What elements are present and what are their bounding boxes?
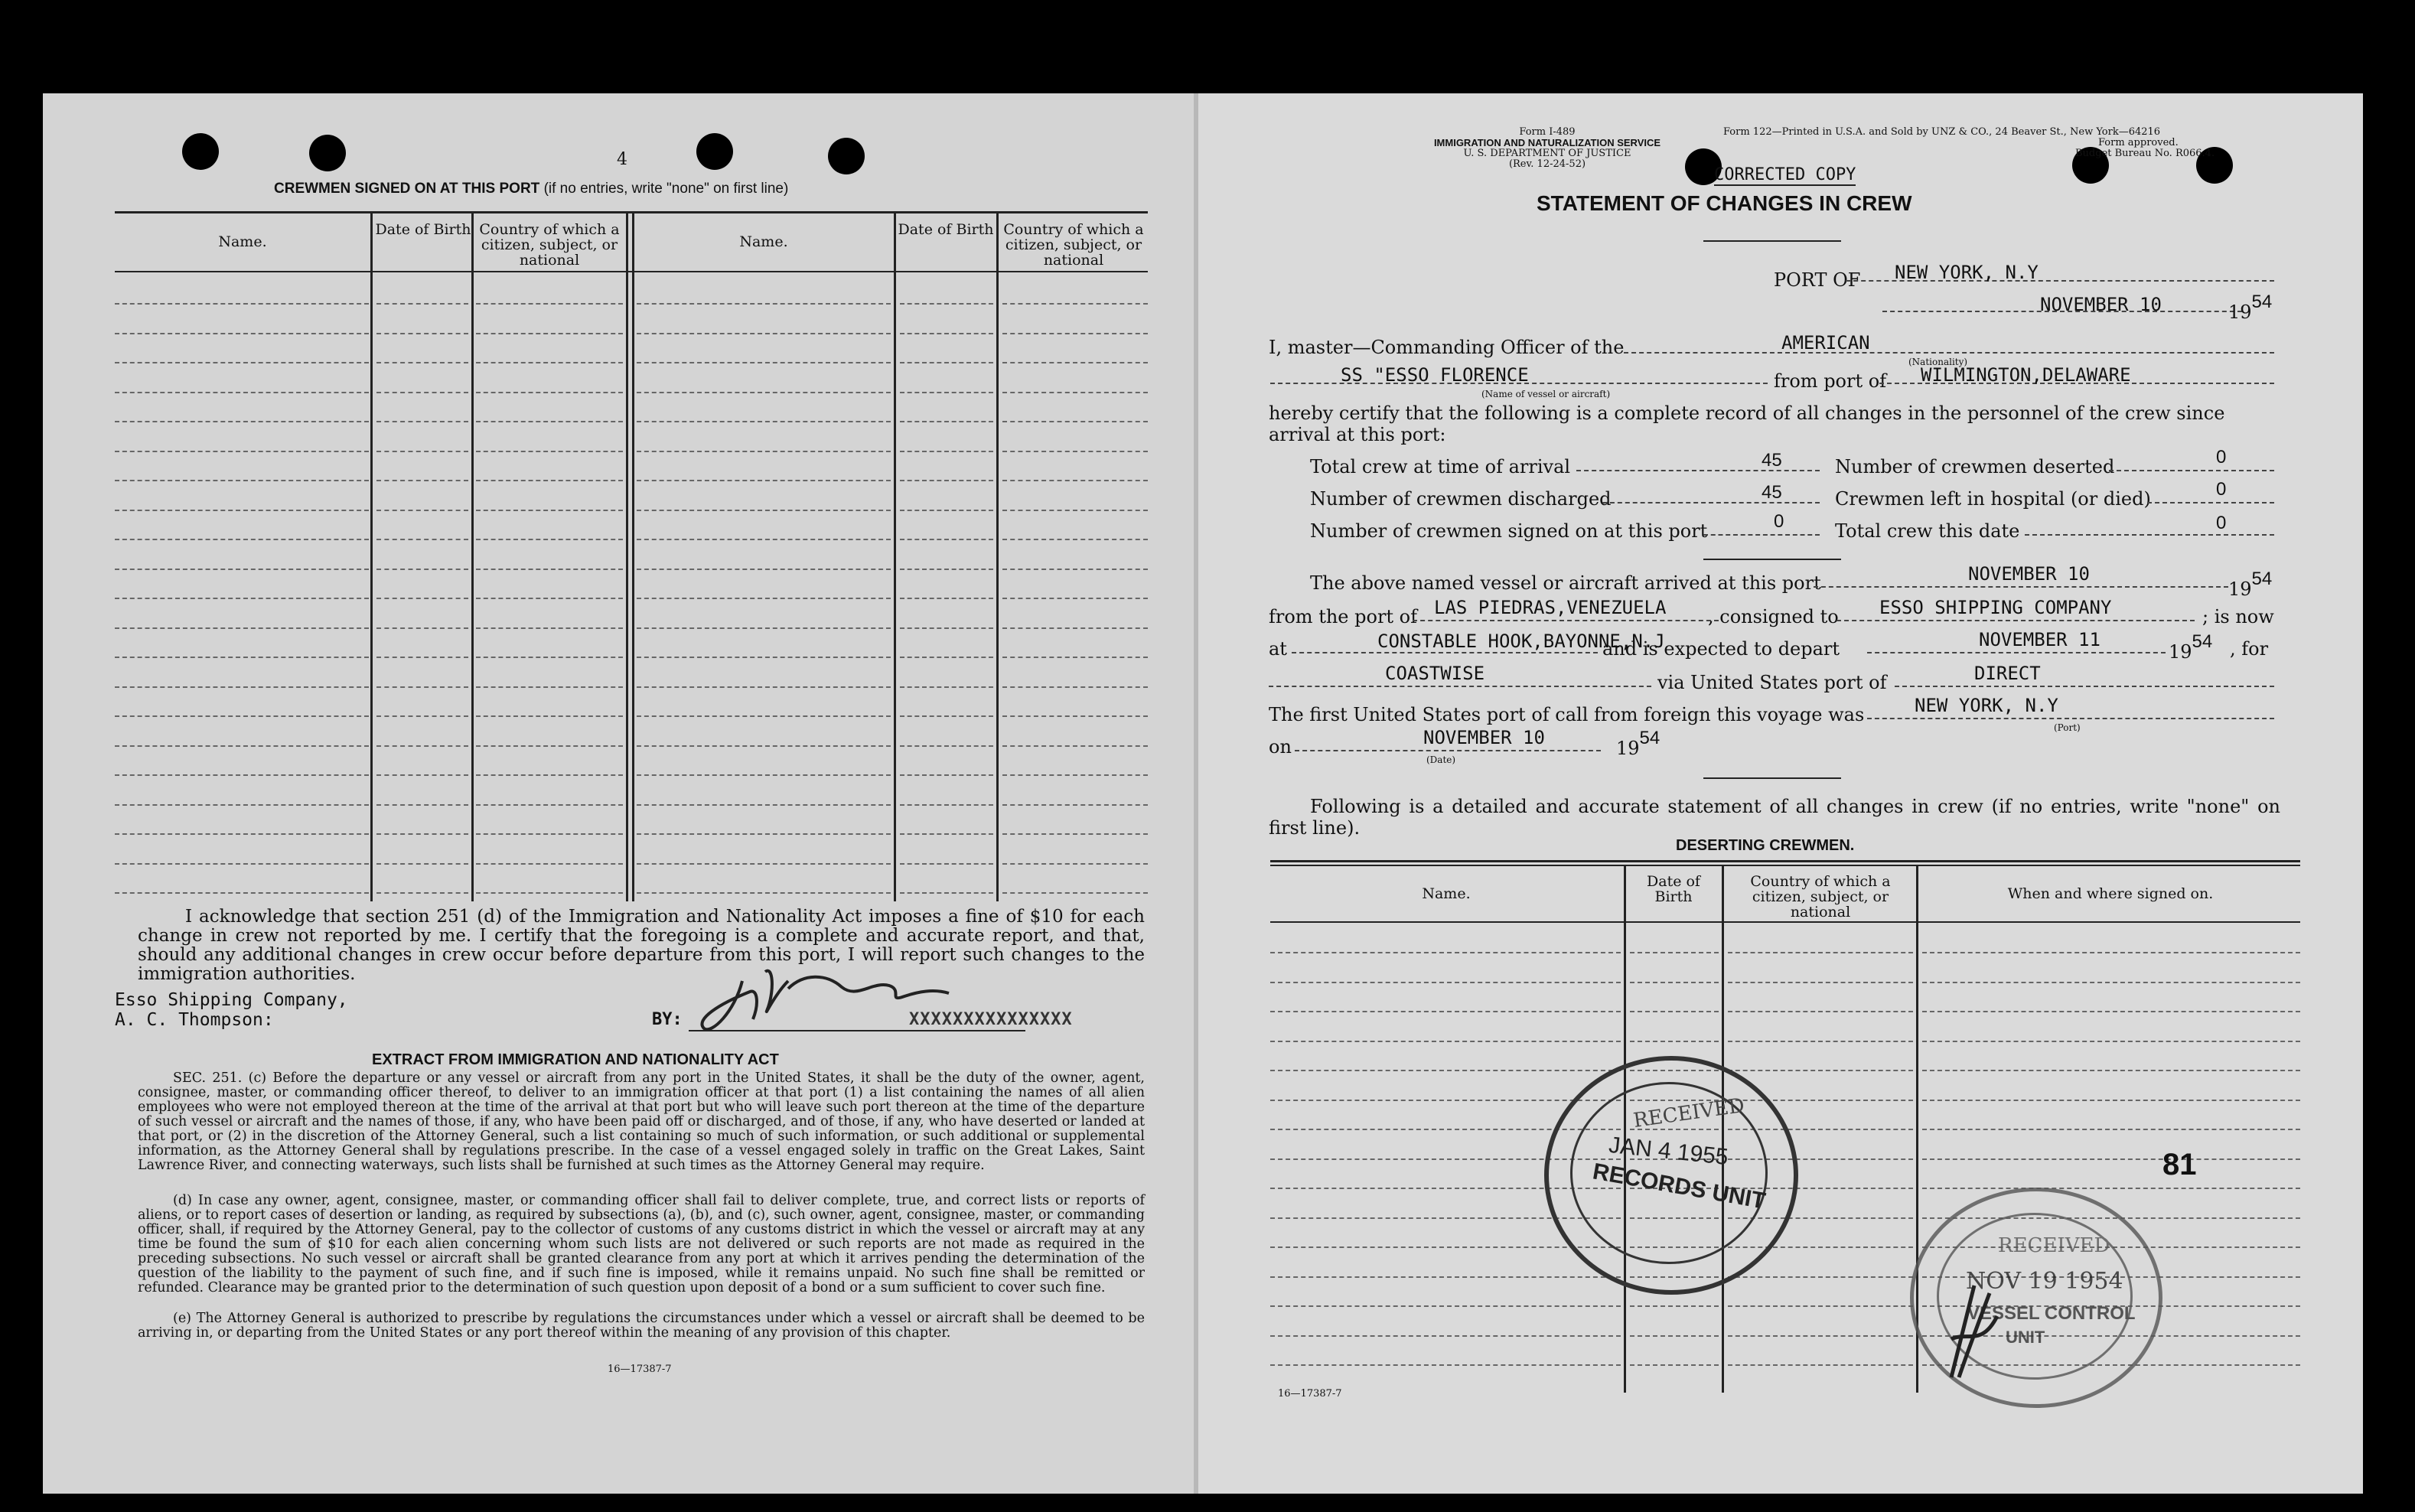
table-rule xyxy=(1270,860,2300,862)
blank-row-line xyxy=(376,863,468,865)
fill-line xyxy=(2025,534,2274,536)
blank-row-line xyxy=(376,510,468,511)
blank-row-line xyxy=(1728,1041,1913,1042)
section-251-d: (d) In case any owner, agent, consignee, master, or commanding officer shall fail to deliver complete, true, and correct lists or reports of aliens, or to report cases of desertion or landing, as required by subsections (a), (b), and (c), such owner, agent, consignee, master, or commanding officer, shall, if required by the Attorney General, pay to the collector of customs of any customs district in which the vessel or aircraft may at any time be found the sum of $10 for each alien concerning whom such lists are not delivered or such reports are not made as required in the preceding subsections. No such vessel or aircraft shall be granted clearance from any port at which it arrives pending the determination of the question of the liability to the payment of such fine, and if such fine is imposed, while it remains unpaid. No such fine shall be remitted or refunded. Clearance may be granted prior to the determination of such question upon deposit of a bond or a sum sufficient to cover such fine. xyxy=(138,1193,1145,1295)
records-unit-stamp: RECEIVED JAN 4 1955 RECORDS UNIT xyxy=(1544,1056,1798,1295)
discharged-value: 45 xyxy=(1762,482,1782,503)
blank-row-line xyxy=(1728,952,1913,953)
blank-row-line xyxy=(115,333,369,334)
blank-row-line xyxy=(115,833,369,835)
blank-row-line xyxy=(1922,1070,2300,1071)
printer-note: Form 122—Printed in U.S.A. and Sold by UNZ & CO., 24 Beaver St., New York—64216 Form approved. Budget Bureau No. R066.4. xyxy=(1723,126,2215,159)
blank-row-line xyxy=(1270,1364,1621,1366)
blank-row-line xyxy=(1002,804,1148,806)
struck-text: XXXXXXXXXXXXXXX xyxy=(909,1010,1073,1029)
blank-row-line xyxy=(115,480,369,481)
blank-row-line xyxy=(1270,982,1621,983)
punch-hole xyxy=(828,138,865,174)
corrected-copy: CORRECTED COPY xyxy=(1714,165,1856,184)
date-caption: (Date) xyxy=(1426,754,1456,765)
blank-row-line xyxy=(476,303,623,305)
blank-row-line xyxy=(1270,1041,1621,1042)
fill-line xyxy=(1295,750,1601,751)
blank-row-line xyxy=(1002,892,1148,894)
blank-row-line xyxy=(900,686,993,688)
blank-row-line xyxy=(376,392,468,393)
deserted-value: 0 xyxy=(2216,447,2227,468)
blank-row-line xyxy=(1922,1129,2300,1130)
blank-row-line xyxy=(1630,1041,1719,1042)
section-251-e: (e) The Attorney General is authorized to prescribe by regulations the circumstances under which a vessel or aircraft shall be deemed to be arriving in, or departing from the United States or any port thereof within the meaning of any provision of this chapter. xyxy=(138,1311,1145,1341)
blank-row-line xyxy=(376,421,468,422)
table-rule xyxy=(1270,921,2300,923)
blank-row-line xyxy=(900,804,993,806)
blank-row-line xyxy=(476,863,623,865)
deserting-title: DESERTING CREWMEN. xyxy=(1676,837,1855,854)
blank-row-line xyxy=(1270,1276,1621,1278)
blank-row-line xyxy=(1270,1100,1621,1101)
blank-row-line xyxy=(476,804,623,806)
blank-row-line xyxy=(476,362,623,363)
extract-title: EXTRACT FROM IMMIGRATION AND NATIONALITY ACT xyxy=(372,1051,779,1068)
blank-row-line xyxy=(1922,952,2300,953)
blank-row-line xyxy=(900,392,993,393)
blank-row-line xyxy=(637,303,891,305)
blank-row-line xyxy=(637,745,891,747)
nationality-value: AMERICAN xyxy=(1781,332,1870,354)
fill-line xyxy=(2147,502,2274,503)
consigned-label: , consigned to xyxy=(1708,606,1839,627)
blank-row-line xyxy=(637,715,891,717)
blank-row-line xyxy=(1922,1041,2300,1042)
agent-company: Esso Shipping Company, xyxy=(115,990,348,1010)
blank-row-line xyxy=(115,715,369,717)
blank-row-line xyxy=(900,657,993,658)
blank-row-line xyxy=(476,510,623,511)
blank-row-line xyxy=(1728,1335,1913,1337)
blank-row-line xyxy=(1002,745,1148,747)
hospital-value: 0 xyxy=(2216,479,2227,500)
signed-on-value: 0 xyxy=(1774,511,1784,532)
col-divider xyxy=(471,213,474,901)
form-code: 16—17387-7 xyxy=(608,1364,672,1375)
blank-row-line xyxy=(1922,1011,2300,1012)
blank-row-line xyxy=(1002,392,1148,393)
blank-row-line xyxy=(115,510,369,511)
blank-row-line xyxy=(637,686,891,688)
blank-row-line xyxy=(115,892,369,894)
blank-row-line xyxy=(376,627,468,629)
fill-line xyxy=(1867,718,2274,719)
blank-row-line xyxy=(376,333,468,334)
fill-line xyxy=(1292,652,1598,653)
blank-row-line xyxy=(900,598,993,599)
blank-row-line xyxy=(476,833,623,835)
blank-row-line xyxy=(1728,982,1913,983)
blank-row-line xyxy=(115,804,369,806)
blank-row-line xyxy=(376,451,468,452)
blank-row-line xyxy=(376,362,468,363)
blank-row-line xyxy=(900,833,993,835)
blank-row-line xyxy=(1270,1246,1621,1248)
blank-row-line xyxy=(476,745,623,747)
blank-row-line xyxy=(637,539,891,540)
blank-row-line xyxy=(1728,1364,1913,1366)
first-port-label: The first United States port of call from foreign this voyage was xyxy=(1269,704,1865,725)
punch-hole xyxy=(696,133,733,170)
via-label: via United States port of xyxy=(1657,672,1887,693)
blank-row-line xyxy=(1630,982,1719,983)
vessel-control-stamp: RECEIVED NOV 19 1954 VESSEL CONTROL UNIT xyxy=(1910,1188,2162,1408)
fill-line xyxy=(1867,652,2166,653)
punch-hole xyxy=(309,135,346,171)
blank-row-line xyxy=(900,333,993,334)
from-foreign-label: from the port of xyxy=(1269,606,1418,627)
blank-row-line xyxy=(637,863,891,865)
nationality-caption: (Nationality) xyxy=(1908,357,1968,367)
by-label: BY: xyxy=(652,1010,683,1029)
blank-row-line xyxy=(1630,1305,1719,1307)
blank-row-line xyxy=(115,392,369,393)
blank-row-line xyxy=(1002,421,1148,422)
for-label: , for xyxy=(2230,638,2269,660)
port-value: NEW YORK, N.Y xyxy=(1895,262,2039,283)
vessel-name: SS "ESSO FLORENCE xyxy=(1341,364,1529,386)
section-251-c: SEC. 251. (c) Before the departure or any vessel or aircraft from any port in the United States, it shall be the duty of the owner, agent, consignee, master, or commanding officer thereof, to deliver to an immigration officer at that port (1) a list containing the names of all alien employees who were not employed thereon at the time of the arrival at that port but who will leave such port thereon at the time of the departure of such vessel or aircraft and the names of those, if any, who have been paid off or discharged, and of those, if any, who have deserted or landed at that port, or (2) in the discretion of the Attorney General, such a list containing so much of such information, or such additional or supplemental information, as the Attorney General shall by regulations prescribe. In the case of a vessel engaged solely in traffic on the Great Lakes, Saint Lawrence River, and connecting waterways, such lists shall be furnished at such times as the Attorney General may require. xyxy=(138,1070,1145,1173)
blank-row-line xyxy=(376,480,468,481)
col-divider xyxy=(894,213,896,901)
col-header-country: Country of which a citizen, subject, or national xyxy=(1003,221,1144,269)
blank-row-line xyxy=(1922,982,2300,983)
on-label: on xyxy=(1269,736,1292,758)
from-foreign-port: LAS PIEDRAS,VENEZUELA xyxy=(1434,597,1667,618)
discharged-label: Number of crewmen discharged xyxy=(1310,488,1612,510)
blank-row-line xyxy=(1002,510,1148,511)
blank-row-line xyxy=(1002,303,1148,305)
master-label: I, master—Commanding Officer of the xyxy=(1269,337,1625,358)
total-arrival-value: 45 xyxy=(1762,450,1782,471)
hospital-label: Crewmen left in hospital (or died) xyxy=(1835,488,2151,510)
blank-row-line xyxy=(900,715,993,717)
depart-label: and is expected to depart xyxy=(1602,638,1840,660)
blank-row-line xyxy=(1630,1364,1719,1366)
left-table-title: CREWMEN SIGNED ON AT THIS PORT (if no entries, write "none" on first line) xyxy=(274,181,789,197)
report-date: NOVEMBER 10 xyxy=(2040,294,2162,315)
fill-line xyxy=(1576,470,1820,471)
destination: COASTWISE xyxy=(1385,663,1485,684)
total-date-value: 0 xyxy=(2216,513,2227,533)
col-header-dob: Date of Birth xyxy=(1647,873,1700,905)
blank-row-line xyxy=(376,804,468,806)
blank-row-line xyxy=(900,774,993,776)
fill-line xyxy=(2109,470,2274,471)
is-now-label: ; is now xyxy=(2202,606,2274,627)
blank-row-line xyxy=(900,303,993,305)
blank-row-line xyxy=(900,362,993,363)
blank-row-line xyxy=(376,892,468,894)
blank-row-line xyxy=(637,421,891,422)
arrived-year: 1954 xyxy=(2228,569,2273,600)
blank-row-line xyxy=(115,657,369,658)
blank-row-line xyxy=(1270,1335,1621,1337)
col-divider xyxy=(632,213,634,901)
on-year: 1954 xyxy=(1616,728,1661,759)
blank-row-line xyxy=(1002,598,1148,599)
blank-row-line xyxy=(1002,627,1148,629)
blank-row-line xyxy=(1002,333,1148,334)
blank-row-line xyxy=(1630,952,1719,953)
blank-row-line xyxy=(1630,1335,1719,1337)
blank-row-line xyxy=(376,539,468,540)
consignee: ESSO SHIPPING COMPANY xyxy=(1879,597,2112,618)
blank-row-line xyxy=(1270,1011,1621,1012)
blank-row-line xyxy=(115,686,369,688)
blank-row-line xyxy=(900,627,993,629)
blank-row-line xyxy=(376,303,468,305)
col-divider xyxy=(626,213,628,901)
table-rule xyxy=(1270,865,2300,866)
blank-row-line xyxy=(1922,1188,2300,1189)
blank-row-line xyxy=(476,686,623,688)
fill-line xyxy=(1703,534,1820,536)
fill-line xyxy=(1602,502,1820,503)
vessel-caption: (Name of vessel or aircraft) xyxy=(1481,389,1611,399)
blank-row-line xyxy=(900,480,993,481)
blank-row-line xyxy=(115,362,369,363)
blank-row-line xyxy=(1002,362,1148,363)
fill-line xyxy=(1269,686,1651,687)
blank-row-line xyxy=(376,657,468,658)
blank-row-line xyxy=(115,569,369,570)
blank-row-line xyxy=(900,745,993,747)
blank-row-line xyxy=(900,539,993,540)
agent-name: A. C. Thompson: xyxy=(115,1010,274,1030)
fill-line xyxy=(1837,620,2195,621)
blank-row-line xyxy=(1728,1070,1913,1071)
blank-row-line xyxy=(376,774,468,776)
signed-on-label: Number of crewmen signed on at this port xyxy=(1310,520,1708,542)
on-date: NOVEMBER 10 xyxy=(1423,727,1545,748)
blank-row-line xyxy=(115,451,369,452)
port-caption: (Port) xyxy=(2054,722,2081,733)
blank-row-line xyxy=(1002,480,1148,481)
blank-row-line xyxy=(115,539,369,540)
blank-row-line xyxy=(637,657,891,658)
blank-row-line xyxy=(476,421,623,422)
blank-row-line xyxy=(376,745,468,747)
blank-row-line xyxy=(476,451,623,452)
total-date-label: Total crew this date xyxy=(1835,520,2020,542)
blank-row-line xyxy=(1728,1011,1913,1012)
blank-row-line xyxy=(1002,539,1148,540)
blank-row-line xyxy=(900,863,993,865)
blank-row-line xyxy=(115,627,369,629)
blank-row-line xyxy=(476,627,623,629)
blank-row-line xyxy=(1630,1011,1719,1012)
blank-row-line xyxy=(476,892,623,894)
blank-row-line xyxy=(1002,657,1148,658)
blank-row-line xyxy=(476,774,623,776)
col-header-name: Name. xyxy=(1422,885,1471,902)
port-label: PORT OF xyxy=(1774,269,1861,291)
blank-row-line xyxy=(115,303,369,305)
blank-row-line xyxy=(376,569,468,570)
fill-line xyxy=(1895,686,2274,687)
col-header-name: Name. xyxy=(739,233,788,250)
blank-row-line xyxy=(1728,1276,1913,1278)
via-port: DIRECT xyxy=(1974,663,2041,684)
initials-mark xyxy=(1936,1270,2005,1385)
blank-row-line xyxy=(115,774,369,776)
blank-row-line xyxy=(637,774,891,776)
blank-row-line xyxy=(637,333,891,334)
form-title: STATEMENT OF CHANGES IN CREW xyxy=(1537,191,1912,215)
acknowledgement-text: I acknowledge that section 251 (d) of the Immigration and Nationality Act imposes a fine of $10 for each change in crew not reported by me. I certify that the foregoing is a complete and accurate report, and that, should any additional changes in crew occur before departure from this port, I will report such changes to the immigration authorities. xyxy=(138,907,1145,984)
blank-row-line xyxy=(900,451,993,452)
blank-row-line xyxy=(476,392,623,393)
blank-row-line xyxy=(115,421,369,422)
blank-row-line xyxy=(476,539,623,540)
report-year: 1954 xyxy=(2228,292,2273,323)
blank-row-line xyxy=(1002,833,1148,835)
blank-row-line xyxy=(476,569,623,570)
signature xyxy=(689,958,1010,1042)
arrived-label: The above named vessel or aircraft arrived at this port xyxy=(1310,572,1821,594)
blank-row-line xyxy=(376,598,468,599)
fill-line xyxy=(1624,352,2274,354)
blank-row-line xyxy=(1270,1070,1621,1071)
blank-row-line xyxy=(900,892,993,894)
blank-row-line xyxy=(637,362,891,363)
depart-date: NOVEMBER 11 xyxy=(1979,629,2100,650)
blank-row-line xyxy=(115,863,369,865)
blank-row-line xyxy=(637,451,891,452)
col-header-country: Country of which a citizen, subject, or national xyxy=(1750,873,1891,921)
right-page xyxy=(1198,93,2363,1494)
blank-row-line xyxy=(637,892,891,894)
col-divider xyxy=(370,213,373,901)
blank-row-line xyxy=(1270,1305,1621,1307)
fill-line xyxy=(1814,586,2228,588)
blank-row-line xyxy=(476,657,623,658)
blank-row-line xyxy=(637,392,891,393)
page-number: 4 xyxy=(617,150,627,169)
deserted-label: Number of crewmen deserted xyxy=(1835,456,2115,477)
from-port-label: from port of xyxy=(1774,370,1887,392)
blank-row-line xyxy=(1002,569,1148,570)
divider xyxy=(1703,559,1841,560)
blank-row-line xyxy=(376,715,468,717)
blank-row-line xyxy=(115,598,369,599)
table-rule xyxy=(115,211,1148,213)
blank-row-line xyxy=(476,333,623,334)
blank-row-line xyxy=(1002,686,1148,688)
blank-row-line xyxy=(376,833,468,835)
blank-row-line xyxy=(376,686,468,688)
blank-row-line xyxy=(900,510,993,511)
certify-text: hereby certify that the following is a complete record of all changes in the personnel of the crew since arrival at this port: xyxy=(1269,402,2225,445)
blank-row-line xyxy=(1922,1100,2300,1101)
location: CONSTABLE HOOK,BAYONNE,N.J xyxy=(1377,631,1665,652)
blank-row-line xyxy=(637,510,891,511)
blank-row-line xyxy=(900,421,993,422)
punch-hole xyxy=(182,133,219,170)
blank-row-line xyxy=(476,480,623,481)
blank-row-line xyxy=(1270,952,1621,953)
form-header: Form I-489 IMMIGRATION AND NATURALIZATION SERVICE U. S. DEPARTMENT OF JUSTICE (Rev. 12-24-52) xyxy=(1433,126,1661,170)
blank-row-line xyxy=(1922,1158,2300,1160)
blank-row-line xyxy=(637,833,891,835)
table-rule xyxy=(115,271,1148,272)
blank-row-line xyxy=(900,569,993,570)
blank-row-line xyxy=(115,745,369,747)
col-header-dob: Date of Birth xyxy=(375,221,471,238)
blank-row-line xyxy=(637,569,891,570)
col-header-country: Country of which a citizen, subject, or national xyxy=(479,221,620,269)
blank-row-line xyxy=(1002,774,1148,776)
first-port: NEW YORK, N.Y xyxy=(1915,695,2058,716)
depart-year: 1954 xyxy=(2169,631,2213,663)
col-header-name: Name. xyxy=(218,233,267,250)
blank-row-line xyxy=(637,480,891,481)
divider xyxy=(1703,240,1841,242)
blank-row-line xyxy=(476,715,623,717)
following-text: Following is a detailed and accurate statement of all changes in crew (if no entries, write "none" on first line). xyxy=(1269,796,2280,839)
fill-line xyxy=(1413,620,1719,621)
arrived-date: NOVEMBER 10 xyxy=(1968,563,2090,585)
blank-row-line xyxy=(1002,715,1148,717)
blank-row-line xyxy=(1002,863,1148,865)
from-port-value: WILMINGTON,DELAWARE xyxy=(1921,364,2131,386)
blank-row-line xyxy=(637,627,891,629)
divider xyxy=(1703,777,1841,779)
col-header-dob: Date of Birth xyxy=(898,221,994,238)
blank-row-line xyxy=(637,804,891,806)
page-mark: 81 xyxy=(2162,1148,2197,1181)
blank-row-line xyxy=(637,598,891,599)
blank-row-line xyxy=(1728,1305,1913,1307)
col-divider xyxy=(996,213,999,901)
blank-row-line xyxy=(476,598,623,599)
col-header-signed-on: When and where signed on. xyxy=(2007,885,2214,902)
form-code: 16—17387-7 xyxy=(1278,1388,1342,1400)
at-label: at xyxy=(1269,638,1287,660)
blank-row-line xyxy=(1002,451,1148,452)
total-arrival-label: Total crew at time of arrival xyxy=(1310,456,1571,477)
